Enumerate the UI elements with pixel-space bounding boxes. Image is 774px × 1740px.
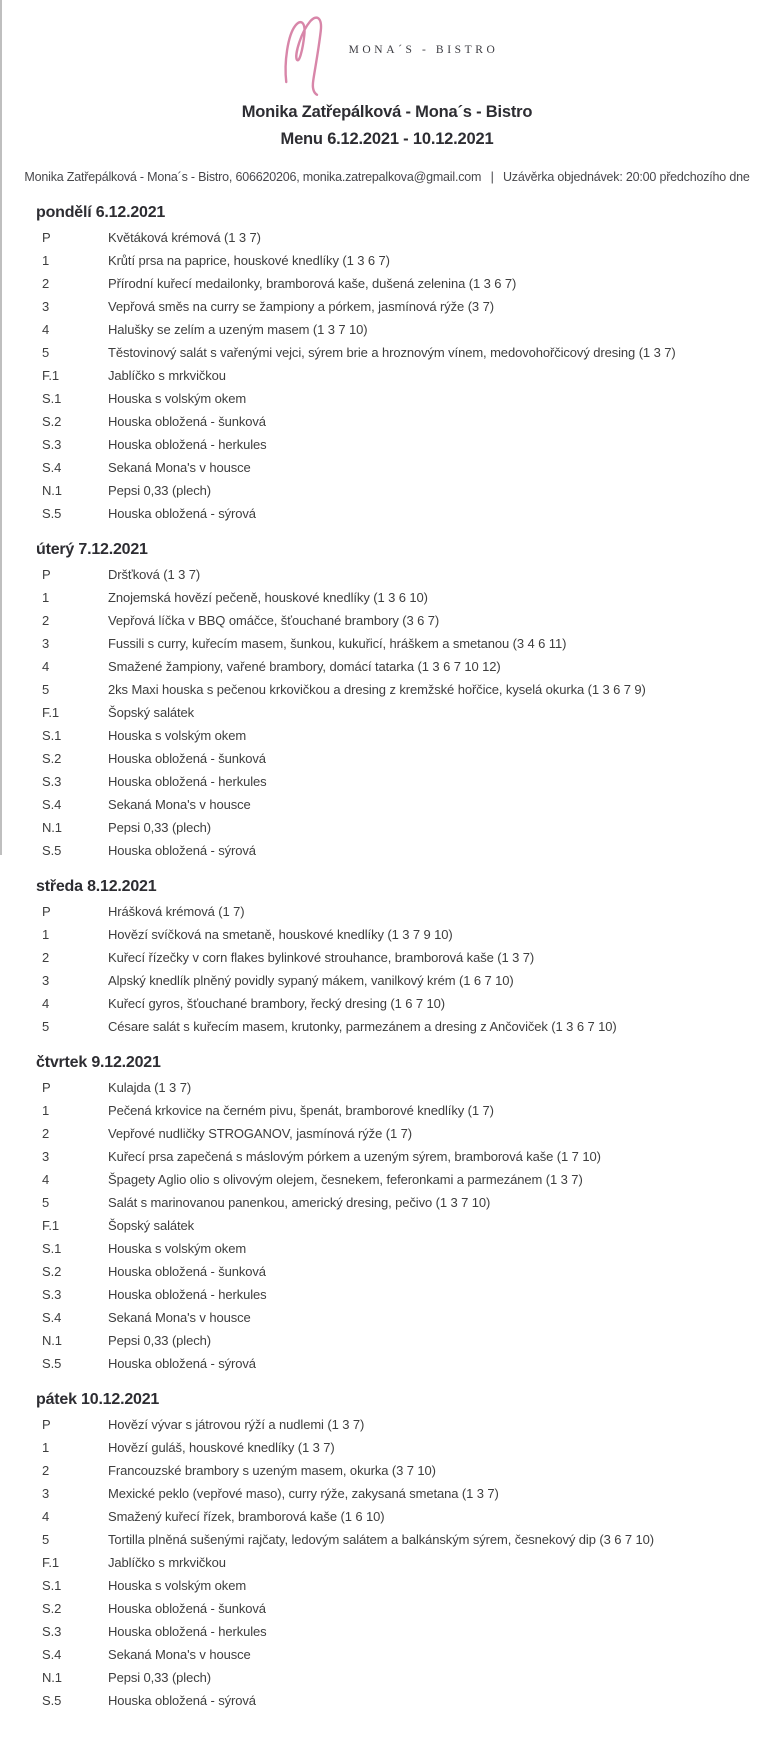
menu-item-text: Jablíčko s mrkvičkou: [108, 368, 226, 383]
menu-item-row: [42, 1689, 754, 1712]
menu-item-code: 2: [42, 613, 50, 628]
menu-item-code: S.1: [42, 728, 62, 743]
menu-item-row: [42, 770, 754, 793]
menu-item-text: Houska s volským okem: [108, 391, 247, 406]
menu-item-row: [42, 1459, 754, 1482]
menu-item-code: S.3: [42, 774, 62, 789]
day-rows: [42, 563, 754, 862]
menu-item-row: [42, 387, 754, 410]
menu-item-text: Tortilla plněná sušenými rajčaty, ledovým salátem a balkánským sýrem, česnekový dip (3 6 7 10): [108, 1532, 654, 1547]
menu-item-row: [42, 1191, 754, 1214]
menu-item-code: S.3: [42, 1624, 62, 1639]
menu-item-code: N.1: [42, 483, 62, 498]
menu-item-code: P: [42, 1080, 51, 1095]
menu-item-row: [42, 1597, 754, 1620]
menu-item-text: Mexické peklo (vepřové maso), curry rýže, zakysaná smetana (1 3 7): [108, 1486, 499, 1501]
menu-item-row: [42, 1574, 754, 1597]
menu-item-text: Houska obložená - šunková: [108, 751, 266, 766]
menu-item-row: [42, 1306, 754, 1329]
day-rows: [42, 1413, 754, 1712]
menu-item-code: S.3: [42, 1287, 62, 1302]
menu-item-row: [42, 1413, 754, 1436]
menu-item-code: 4: [42, 322, 50, 337]
menu-item-row: [42, 793, 754, 816]
menu-days: [0, 186, 774, 1712]
logo: [0, 0, 774, 100]
menu-item-text: Sekaná Mona's v housce: [108, 460, 251, 475]
menu-item-row: [42, 969, 754, 992]
menu-item-text: Houska obložená - šunková: [108, 414, 266, 429]
menu-item-code: S.3: [42, 437, 62, 452]
day-rows: [42, 1076, 754, 1375]
menu-item-code: P: [42, 230, 51, 245]
menu-item-row: [42, 1260, 754, 1283]
day-title: čtvrtek 9.12.2021: [36, 1054, 161, 1071]
menu-item-text: Kuřecí řízečky v corn flakes bylinkové strouhance, bramborová kaše (1 3 7): [108, 950, 535, 965]
menu-item-code: P: [42, 904, 51, 919]
menu-item-row: [42, 701, 754, 724]
menu-item-row: [42, 1436, 754, 1459]
menu-item-row: [42, 946, 754, 969]
menu-item-text: 2ks Maxi houska s pečenou krkovičkou a dresing z kremžské hořčice, kyselá okurka (1 3 6 7 9): [108, 682, 646, 697]
menu-item-row: [42, 816, 754, 839]
menu-item-code: 5: [42, 345, 50, 360]
menu-item-text: Kuřecí gyros, šťouchané brambory, řecký dresing (1 6 7 10): [108, 996, 445, 1011]
menu-item-code: S.5: [42, 506, 62, 521]
menu-item-row: [42, 410, 754, 433]
menu-item-code: N.1: [42, 1333, 62, 1348]
menu-item-code: S.4: [42, 1647, 62, 1662]
day-title: pondělí 6.12.2021: [36, 204, 166, 221]
menu-item-row: [42, 1099, 754, 1122]
menu-item-code: 4: [42, 1509, 50, 1524]
menu-item-text: Květáková krémová (1 3 7): [108, 230, 261, 245]
menu-item-code: F.1: [42, 1555, 60, 1570]
menu-item-row: [42, 1168, 754, 1191]
menu-item-text: Přírodní kuřecí medailonky, bramborová kaše, dušená zelenina (1 3 6 7): [108, 276, 517, 291]
menu-item-text: Hovězí vývar s játrovou rýží a nudlemi (1 3 7): [108, 1417, 365, 1432]
menu-item-row: [42, 1145, 754, 1168]
menu-item-row: [42, 1620, 754, 1643]
menu-item-row: [42, 1076, 754, 1099]
menu-item-code: S.5: [42, 1356, 62, 1371]
menu-item-code: 3: [42, 1149, 50, 1164]
contact-line: Monika Zatřepálková - Mona´s - Bistro, 606620206, monika.zatrepalkova@gmail.com | Uzávěrka objednávek: 20:00 předchozího dne: [24, 170, 750, 184]
day-rows: [42, 226, 754, 525]
logo-wordmark: MONA´S - BISTRO: [348, 44, 499, 56]
menu-item-text: Těstovinový salát s vařenými vejci, sýrem brie a hroznovým vínem, medovohořčicový dresing (1 3 7): [108, 345, 676, 360]
menu-item-text: Alpský knedlík plněný povidly sypaný mákem, vanilkový krém (1 6 7 10): [108, 973, 514, 988]
menu-item-code: S.2: [42, 1601, 62, 1616]
menu-item-code: 3: [42, 1486, 50, 1501]
day-section: [36, 1389, 754, 1712]
menu-item-code: 5: [42, 1195, 50, 1210]
menu-item-row: [42, 1237, 754, 1260]
menu-item-text: Pepsi 0,33 (plech): [108, 1670, 211, 1685]
day-title: středa 8.12.2021: [36, 878, 157, 895]
menu-item-text: Pepsi 0,33 (plech): [108, 483, 211, 498]
menu-item-code: F.1: [42, 705, 60, 720]
menu-item-code: 1: [42, 253, 50, 268]
menu-item-row: [42, 1528, 754, 1551]
menu-item-text: Césare salát s kuřecím masem, krutonky, parmezánem a dresing z Ančoviček (1 3 6 7 10): [108, 1019, 617, 1034]
menu-item-code: S.5: [42, 843, 62, 858]
menu-item-code: 4: [42, 1172, 50, 1187]
menu-item-code: S.1: [42, 1241, 62, 1256]
menu-item-row: [42, 249, 754, 272]
menu-item-text: Pepsi 0,33 (plech): [108, 820, 211, 835]
menu-item-row: [42, 318, 754, 341]
menu-item-row: [42, 226, 754, 249]
logo-m-monogram-icon: [276, 13, 334, 97]
menu-item-code: 3: [42, 299, 50, 314]
menu-date-range: Menu 6.12.2021 - 10.12.2021: [280, 130, 494, 148]
menu-item-code: 5: [42, 682, 50, 697]
menu-item-code: N.1: [42, 1670, 62, 1685]
menu-item-text: Houska s volským okem: [108, 1578, 247, 1593]
menu-item-text: Znojemská hovězí pečeně, houskové knedlíky (1 3 6 10): [108, 590, 428, 605]
menu-item-text: Houska obložená - sýrová: [108, 843, 256, 858]
menu-item-text: Francouzské brambory s uzeným masem, okurka (3 7 10): [108, 1463, 436, 1478]
day-section: [36, 202, 754, 525]
menu-item-code: 2: [42, 276, 50, 291]
menu-item-row: [42, 609, 754, 632]
menu-item-row: [42, 1352, 754, 1375]
day-rows: [42, 900, 754, 1038]
menu-item-code: S.2: [42, 751, 62, 766]
menu-item-code: 2: [42, 1126, 50, 1141]
menu-item-row: [42, 1666, 754, 1689]
menu-item-row: [42, 364, 754, 387]
menu-item-text: Houska s volským okem: [108, 1241, 247, 1256]
menu-item-row: [42, 1329, 754, 1352]
menu-item-text: Houska obložená - herkules: [108, 437, 267, 452]
menu-item-code: 5: [42, 1019, 50, 1034]
menu-item-text: Krůtí prsa na paprice, houskové knedlíky (1 3 6 7): [108, 253, 390, 268]
menu-item-row: [42, 724, 754, 747]
menu-item-code: F.1: [42, 1218, 60, 1233]
menu-item-code: S.1: [42, 1578, 62, 1593]
menu-item-row: [42, 1015, 754, 1038]
menu-item-text: Halušky se zelím a uzeným masem (1 3 7 10): [108, 322, 368, 337]
menu-item-text: Vepřové nudličky STROGANOV, jasmínová rýže (1 7): [108, 1126, 412, 1141]
menu-item-code: F.1: [42, 368, 60, 383]
menu-item-row: [42, 1643, 754, 1666]
day-title: úterý 7.12.2021: [36, 541, 148, 558]
menu-item-row: [42, 479, 754, 502]
menu-item-row: [42, 900, 754, 923]
menu-item-row: [42, 456, 754, 479]
menu-item-row: [42, 839, 754, 862]
menu-item-code: 5: [42, 1532, 50, 1547]
menu-item-text: Kuřecí prsa zapečená s máslovým pórkem a uzeným sýrem, bramborová kaše (1 7 10): [108, 1149, 601, 1164]
menu-item-text: Houska obložená - herkules: [108, 1287, 267, 1302]
menu-item-text: Smažený kuřecí řízek, bramborová kaše (1 6 10): [108, 1509, 385, 1524]
day-section: [36, 876, 754, 1038]
menu-item-row: [42, 1482, 754, 1505]
menu-item-text: Houska obložená - šunková: [108, 1264, 266, 1279]
menu-item-text: Špagety Aglio olio s olivovým olejem, česnekem, feferonkami a parmezánem (1 3 7): [108, 1172, 583, 1187]
menu-item-code: S.2: [42, 414, 62, 429]
menu-item-code: 1: [42, 590, 50, 605]
menu-item-text: Houska obložená - sýrová: [108, 1693, 256, 1708]
menu-item-text: Hrášková krémová (1 7): [108, 904, 245, 919]
menu-item-text: Houska obložená - sýrová: [108, 1356, 256, 1371]
menu-item-row: [42, 1122, 754, 1145]
menu-item-text: Hovězí svíčková na smetaně, houskové knedlíky (1 3 7 9 10): [108, 927, 453, 942]
menu-item-code: P: [42, 1417, 51, 1432]
day-section: [36, 1052, 754, 1375]
menu-item-row: [42, 632, 754, 655]
day-section: [36, 539, 754, 862]
menu-item-row: [42, 502, 754, 525]
menu-item-row: [42, 655, 754, 678]
menu-item-code: S.4: [42, 460, 62, 475]
menu-item-text: Pečená krkovice na černém pivu, špenát, bramborové knedlíky (1 7): [108, 1103, 494, 1118]
menu-item-row: [42, 992, 754, 1015]
page-edge-line: [0, 0, 2, 855]
menu-item-code: 4: [42, 659, 50, 674]
menu-item-text: Šopský salátek: [108, 1218, 195, 1233]
menu-item-row: [42, 747, 754, 770]
menu-item-code: 3: [42, 636, 50, 651]
menu-item-code: S.2: [42, 1264, 62, 1279]
menu-item-code: 1: [42, 927, 50, 942]
page-title: Monika Zatřepálková - Mona´s - Bistro: [241, 103, 533, 121]
menu-item-text: Sekaná Mona's v housce: [108, 1647, 251, 1662]
menu-item-text: Šopský salátek: [108, 705, 195, 720]
menu-item-row: [42, 923, 754, 946]
menu-item-row: [42, 1551, 754, 1574]
menu-item-row: [42, 586, 754, 609]
menu-item-text: Sekaná Mona's v housce: [108, 1310, 251, 1325]
menu-item-code: N.1: [42, 820, 62, 835]
menu-item-text: Vepřová líčka v BBQ omáčce, šťouchané brambory (3 6 7): [108, 613, 440, 628]
menu-item-code: 1: [42, 1103, 50, 1118]
menu-item-row: [42, 295, 754, 318]
menu-item-row: [42, 678, 754, 701]
menu-item-code: 4: [42, 996, 50, 1011]
menu-item-code: 1: [42, 1440, 50, 1455]
menu-item-code: 3: [42, 973, 50, 988]
menu-item-row: [42, 433, 754, 456]
page-header: [0, 0, 774, 186]
menu-item-text: Dršťková (1 3 7): [108, 567, 201, 582]
menu-item-text: Jablíčko s mrkvičkou: [108, 1555, 226, 1570]
menu-item-code: S.1: [42, 391, 62, 406]
day-title: pátek 10.12.2021: [36, 1391, 160, 1408]
menu-item-text: Fussili s curry, kuřecím masem, šunkou, kukuřicí, hráškem a smetanou (3 4 6 11): [108, 636, 567, 651]
menu-item-text: Kulajda (1 3 7): [108, 1080, 192, 1095]
menu-item-text: Houska obložená - herkules: [108, 1624, 267, 1639]
menu-item-text: Houska obložená - šunková: [108, 1601, 266, 1616]
menu-item-text: Salát s marinovanou panenkou, americký dresing, pečivo (1 3 7 10): [108, 1195, 491, 1210]
menu-item-text: Houska obložená - herkules: [108, 774, 267, 789]
menu-item-row: [42, 341, 754, 364]
menu-item-row: [42, 1283, 754, 1306]
menu-item-code: S.5: [42, 1693, 62, 1708]
menu-item-code: S.4: [42, 797, 62, 812]
menu-item-text: Pepsi 0,33 (plech): [108, 1333, 211, 1348]
menu-item-code: S.4: [42, 1310, 62, 1325]
menu-item-code: 2: [42, 950, 50, 965]
menu-item-row: [42, 1214, 754, 1237]
menu-item-row: [42, 1505, 754, 1528]
menu-item-code: P: [42, 567, 51, 582]
menu-item-text: Hovězí guláš, houskové knedlíky (1 3 7): [108, 1440, 335, 1455]
menu-item-text: Houska obložená - sýrová: [108, 506, 256, 521]
menu-item-text: Smažené žampiony, vařené brambory, domácí tatarka (1 3 6 7 10 12): [108, 659, 501, 674]
menu-item-text: Sekaná Mona's v housce: [108, 797, 251, 812]
menu-item-row: [42, 272, 754, 295]
menu-item-text: Houska s volským okem: [108, 728, 247, 743]
menu-item-row: [42, 563, 754, 586]
menu-item-text: Vepřová směs na curry se žampiony a pórkem, jasmínová rýže (3 7): [108, 299, 494, 314]
menu-item-code: 2: [42, 1463, 50, 1478]
